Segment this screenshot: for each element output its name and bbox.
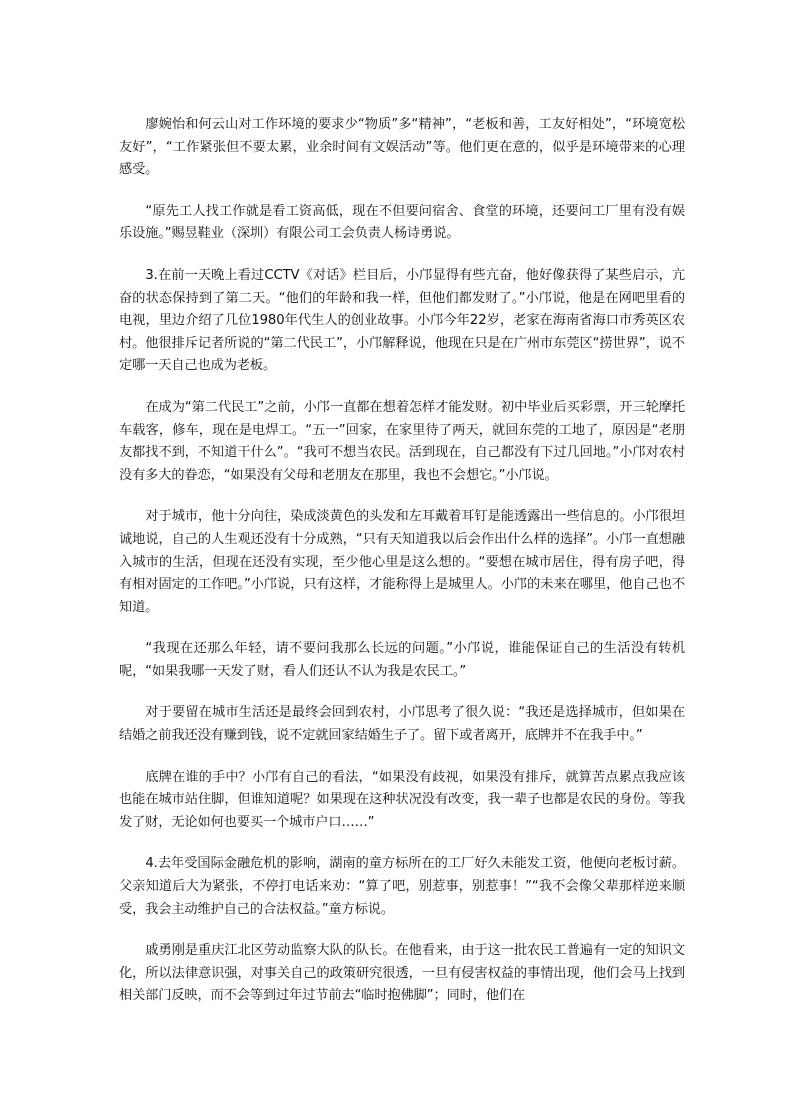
paragraph: 对于城市，他十分向往，染成淡黄色的头发和左耳戴着耳钉是能透露出一些信息的。小邝很坦诚地说，自己的人生观还没有十分成熟，“只有天知道我以后会作出什么样的选择”。小邝一直想融入城市的生活，但现在还没有实现，至少他心里是这么想的。“要想在城市居住，得有房子吧，得有相对固定的工作吧。”小邝说，只有这样，才能称得上是城里人。小邝的未来在哪里，他自己也不知道。 bbox=[119, 509, 685, 615]
paragraph: 廖婉怡和何云山对工作环境的要求少“物质”多“精神”，“老板和善，工友好相处”，“环境宽松友好”，“工作紧张但不要太累，业余时间有文娱活动”等。他们更在意的，似乎是环境带来的心理感受。 bbox=[119, 117, 685, 178]
paragraph: “我现在还那么年轻，请不要问我那么长远的问题。”小邝说，谁能保证自己的生活没有转机呢，“如果我哪一天发了财，看人们还认不认为我是农民工。” bbox=[119, 641, 685, 679]
paragraph: 在成为“第二代民工”之前，小邝一直都在想着怎样才能发财。初中毕业后买彩票，开三轮摩托车载客，修车，现在是电焊工。“五一”回家，在家里待了两天，就回东莞的工地了，原因是“老朋友都找不到，不知道干什么”。“我可不想当农民。活到现在，自己都没有下过几回地。”小邝对农村没有多大的眷恋，“如果没有父母和老朋友在那里，我也不会想它。”小邝说。 bbox=[119, 399, 685, 483]
paragraph: 底牌在谁的手中？小邝有自己的看法，“如果没有歧视，如果没有排斥，就算苦点累点我应该也能在城市站住脚，但谁知道呢？如果现在这种状况没有改变，我一辈子也都是农民的身份。等我发了财，无论如何也要买一个城市户口……” bbox=[119, 769, 685, 830]
paragraph: “原先工人找工作就是看工资高低，现在不但要问宿舍、食堂的环境，还要问工厂里有没有娱乐设施。”赐昱鞋业（深圳）有限公司工会负责人杨诗勇说。 bbox=[119, 203, 685, 242]
paragraph: 3.在前一天晚上看过CCTV《对话》栏目后，小邝显得有些亢奋，他好像获得了某些启示，亢奋的状态保持到了第二天。“他们的年龄和我一样，但他们都发财了。”小邝说，他是在网吧里看的电视，里边介绍了几位1980年代生人的创业故事。小邝今年22岁，老家在海南省海口市秀英区农村。他很排斥记者所说的“第二代民工”，小邝解释说，他现在只是在广州市东莞区“捞世界”，说不定哪一天自己也成为老板。 bbox=[119, 267, 685, 374]
document-page bbox=[119, 114, 685, 1008]
paragraph: 戚勇刚是重庆江北区劳动监察大队的队长。在他看来，由于这一批农民工普遍有一定的知识文化，所以法律意识强，对事关自己的政策研究很透，一旦有侵害权益的事情出现，他们会马上找到相关部门反映，而不会等到过年过节前去“临时抱佛脚”；同时，他们在 bbox=[119, 943, 685, 1004]
paragraph: 4.去年受国际金融危机的影响，湖南的童方标所在的工厂好久未能发工资，他便向老板讨薪。父亲知道后大为紧张，不停打电话来劝：“算了吧，别惹事，别惹事！”“我不会像父辈那样逆来顺受，我会主动维护自己的合法权益。”童方标说。 bbox=[119, 856, 685, 917]
paragraph: 对于要留在城市生活还是最终会回到农村，小邝思考了很久说：“我还是选择城市，但如果在结婚之前我还没有赚到钱，说不定就回家结婚生子了。留下或者离开，底牌并不在我手中。” bbox=[119, 705, 685, 744]
